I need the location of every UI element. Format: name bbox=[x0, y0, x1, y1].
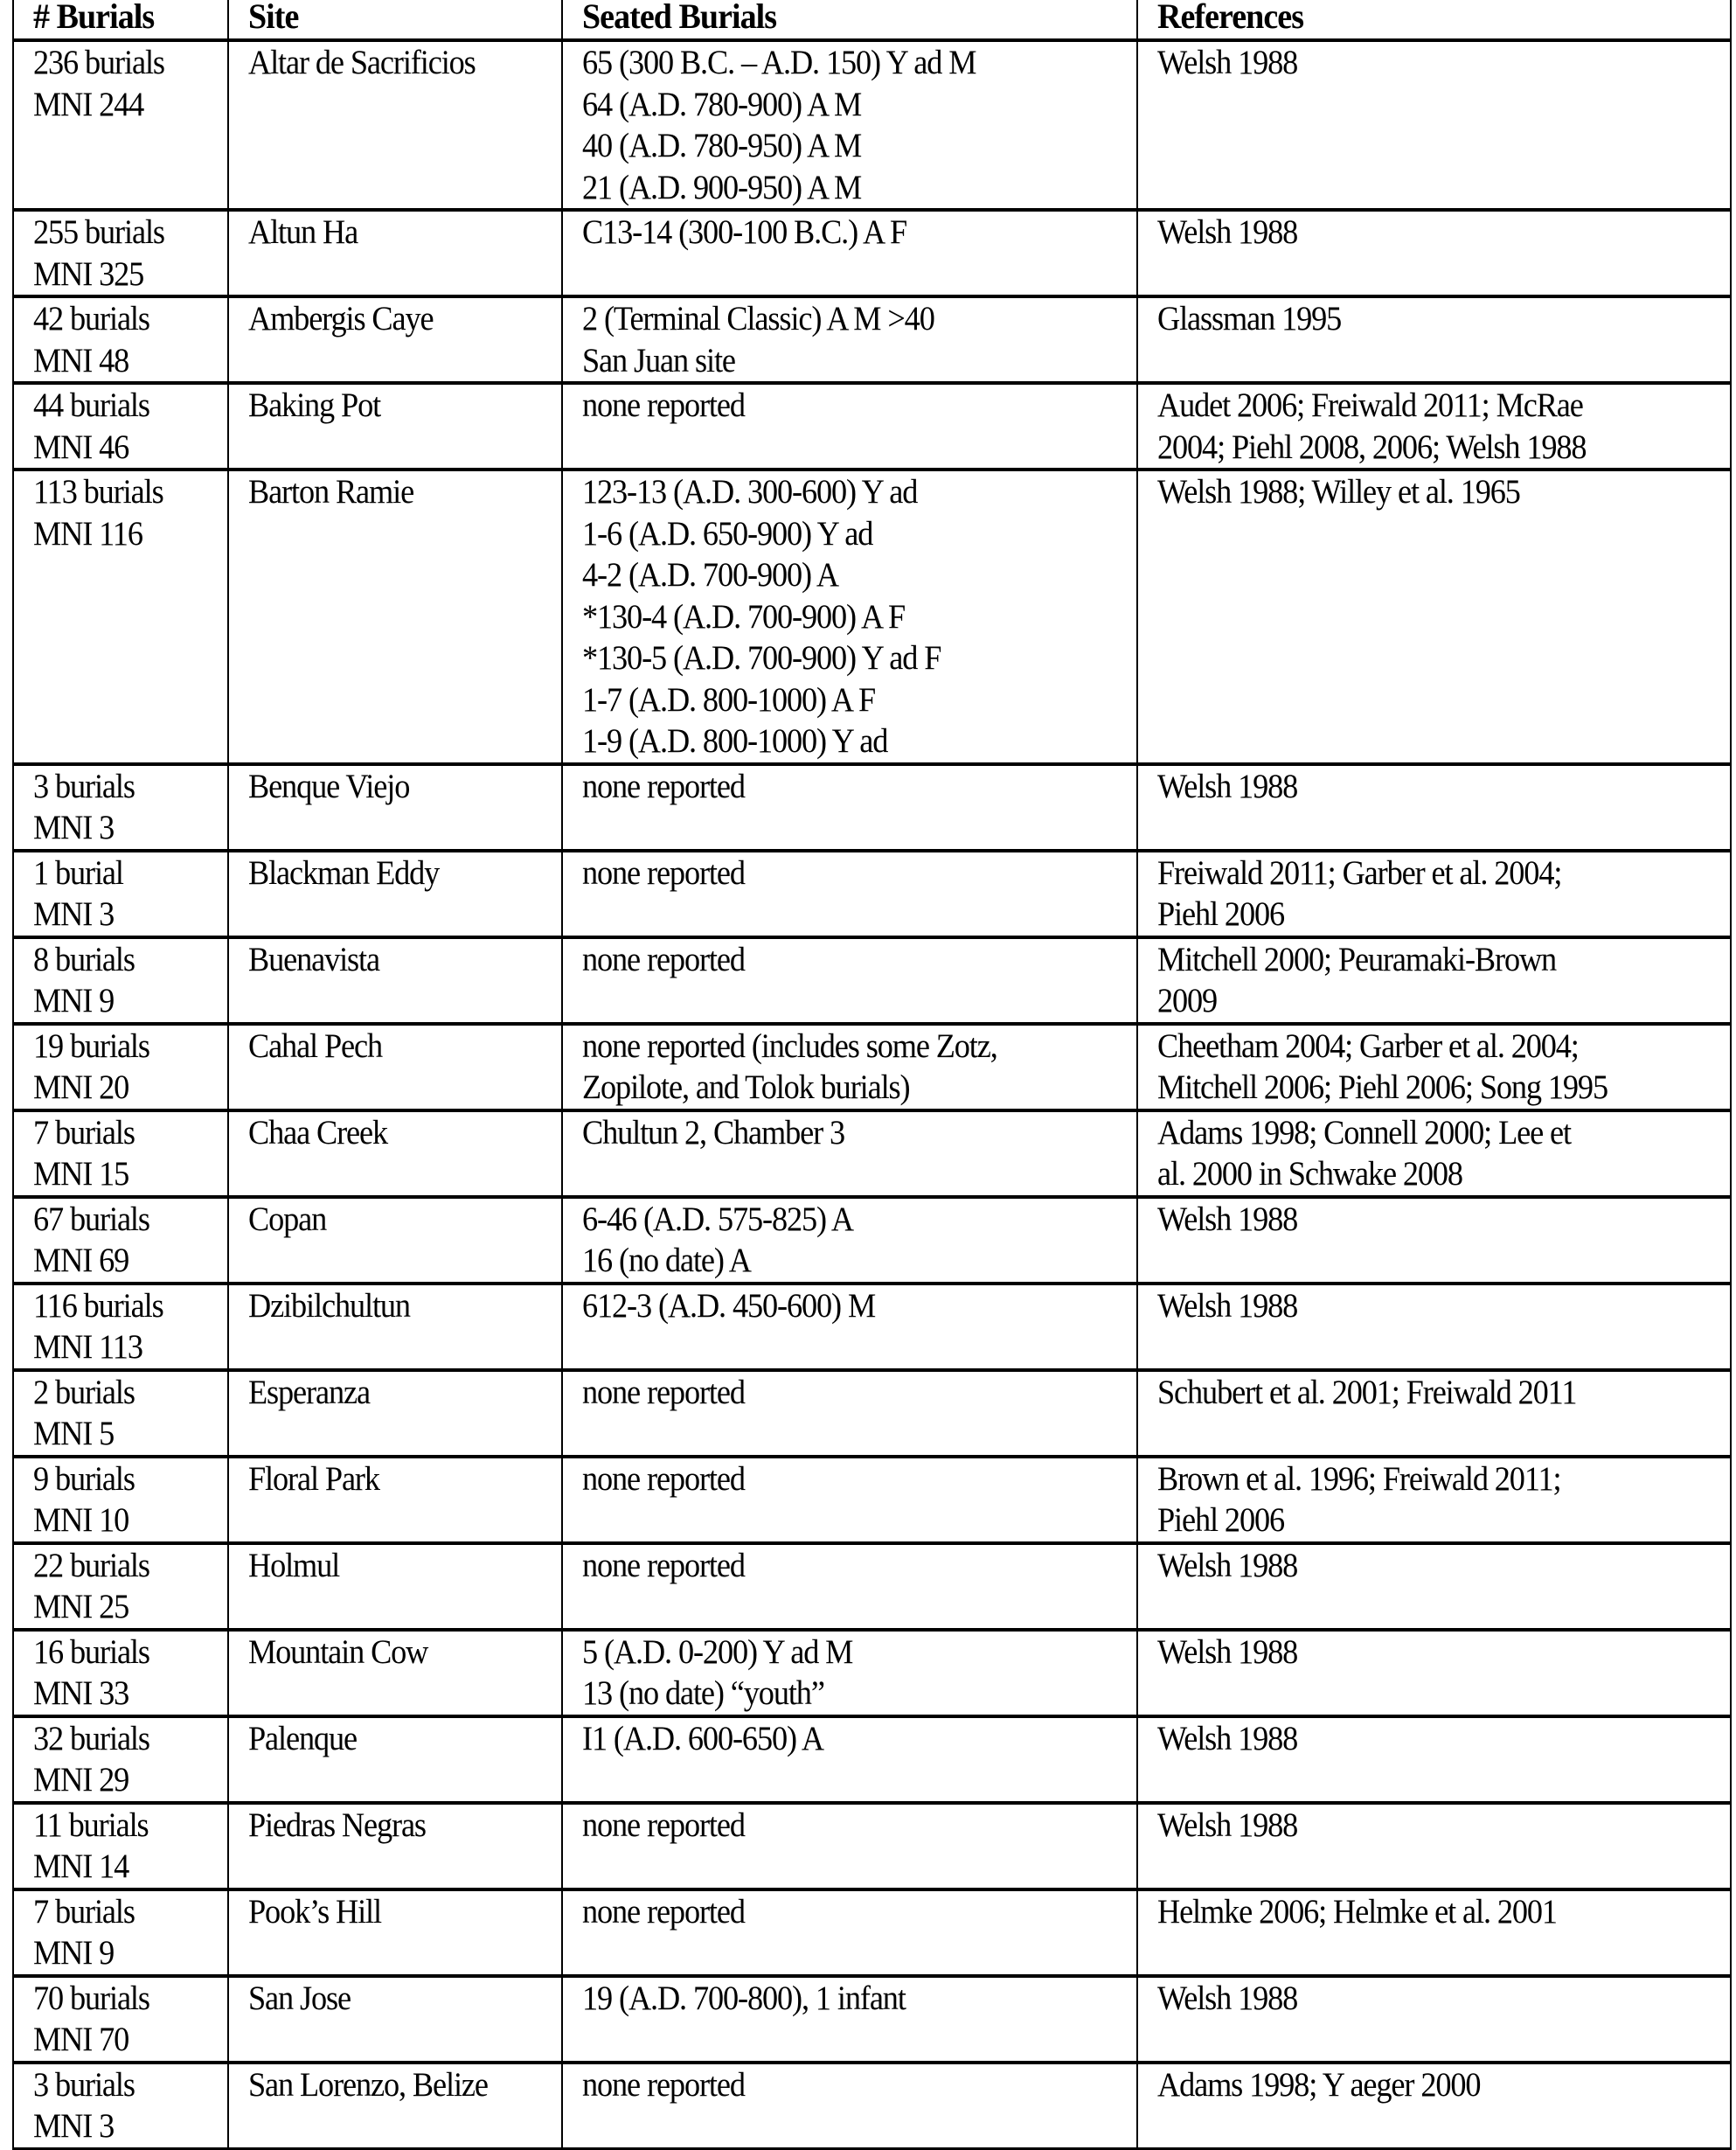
references-cell-line: Piehl 2006 bbox=[1157, 895, 1285, 933]
site-cell bbox=[228, 1976, 562, 2063]
references-cell bbox=[1137, 383, 1731, 470]
burials-cell-line: MNI 3 bbox=[33, 895, 115, 933]
site-cell-line: Altun Ha bbox=[248, 213, 358, 251]
seated-burials-cell-line: none reported bbox=[582, 1546, 745, 1584]
references-cell-line: Welsh 1988 bbox=[1157, 1546, 1298, 1584]
burials-table bbox=[12, 0, 1732, 2150]
burials-cell bbox=[13, 1976, 228, 2063]
references-cell bbox=[1137, 1284, 1731, 1370]
references-cell bbox=[1137, 210, 1731, 296]
burials-cell-line: 42 burials bbox=[33, 300, 149, 337]
seated-burials-cell bbox=[562, 1889, 1137, 1976]
burials-cell bbox=[13, 1370, 228, 1457]
site-cell bbox=[228, 2063, 562, 2149]
seated-burials-cell bbox=[562, 1370, 1137, 1457]
site-cell bbox=[228, 764, 562, 851]
burials-cell bbox=[13, 1716, 228, 1803]
site-cell-line: Altar de Sacrificios bbox=[248, 44, 476, 81]
burials-cell bbox=[13, 210, 228, 296]
references-cell bbox=[1137, 1803, 1731, 1889]
references-cell-line: Welsh 1988; Willey et al. 1965 bbox=[1157, 473, 1520, 511]
site-cell bbox=[228, 1110, 562, 1197]
references-cell-line: Adams 1998; Y aeger 2000 bbox=[1157, 2065, 1481, 2104]
burials-cell-line: 8 burials bbox=[33, 940, 135, 978]
references-cell-line: Glassman 1995 bbox=[1157, 300, 1342, 337]
burials-cell-line: 44 burials bbox=[33, 386, 149, 424]
references-cell-line: Mitchell 2000; Peuramaki-Brown bbox=[1157, 940, 1557, 978]
seated-burials-cell-line: 1-7 (A.D. 800-1000) A F bbox=[582, 680, 876, 719]
seated-burials-cell-line: none reported bbox=[582, 1459, 745, 1498]
site-cell bbox=[228, 383, 562, 470]
seated-burials-cell-line: C13-14 (300-100 B.C.) A F bbox=[582, 213, 907, 251]
table-row bbox=[13, 470, 1731, 764]
burials-cell bbox=[13, 1284, 228, 1370]
burials-cell-line: MNI 15 bbox=[33, 1155, 129, 1193]
seated-burials-cell bbox=[562, 1630, 1137, 1716]
table-row bbox=[13, 1716, 1731, 1803]
site-cell bbox=[228, 937, 562, 1024]
references-cell-line: Piehl 2006 bbox=[1157, 1501, 1285, 1539]
site-cell-line: San Lorenzo, Belize bbox=[248, 2065, 488, 2104]
table-row bbox=[13, 1110, 1731, 1197]
seated-burials-cell bbox=[562, 1716, 1137, 1803]
references-cell-line: Freiwald 2011; Garber et al. 2004; bbox=[1157, 853, 1562, 892]
burials-cell bbox=[13, 851, 228, 937]
table-row bbox=[13, 1976, 1731, 2063]
seated-burials-cell bbox=[562, 1024, 1137, 1110]
burials-cell bbox=[13, 2063, 228, 2149]
table-row bbox=[13, 210, 1731, 296]
site-cell-line: Piedras Negras bbox=[248, 1806, 426, 1844]
seated-burials-cell-line: *130-4 (A.D. 700-900) A F bbox=[582, 597, 906, 636]
seated-burials-cell bbox=[562, 851, 1137, 937]
seated-burials-cell-line: none reported bbox=[582, 386, 745, 424]
burials-cell bbox=[13, 1197, 228, 1284]
site-cell-line: Mountain Cow bbox=[248, 1632, 428, 1671]
references-cell bbox=[1137, 296, 1731, 383]
site-cell bbox=[228, 1630, 562, 1716]
seated-burials-cell bbox=[562, 1976, 1137, 2063]
burials-cell-line: 255 burials bbox=[33, 213, 164, 251]
references-cell-line: Welsh 1988 bbox=[1157, 1200, 1298, 1238]
burials-cell-line: MNI 116 bbox=[33, 514, 142, 553]
references-cell bbox=[1137, 470, 1731, 764]
site-cell-line: Baking Pot bbox=[248, 386, 381, 424]
seated-burials-cell-line: 612-3 (A.D. 450-600) M bbox=[582, 1286, 876, 1325]
burials-cell-line: MNI 70 bbox=[33, 2021, 129, 2058]
site-cell bbox=[228, 1197, 562, 1284]
burials-cell-line: MNI 69 bbox=[33, 1242, 129, 1279]
burials-cell bbox=[13, 937, 228, 1024]
burials-cell-line: 11 burials bbox=[33, 1806, 149, 1844]
seated-burials-cell-line: 21 (A.D. 900-950) A M bbox=[582, 168, 862, 206]
table-row bbox=[13, 1889, 1731, 1976]
site-cell bbox=[228, 470, 562, 764]
site-cell-line: Blackman Eddy bbox=[248, 853, 440, 892]
site-cell bbox=[228, 1370, 562, 1457]
burials-cell bbox=[13, 383, 228, 470]
burials-cell-line: MNI 25 bbox=[33, 1588, 129, 1625]
site-cell-line: Copan bbox=[248, 1200, 327, 1238]
seated-burials-cell-line: none reported bbox=[582, 940, 745, 978]
site-cell-line: Esperanza bbox=[248, 1373, 370, 1411]
seated-burials-cell-line: 1-9 (A.D. 800-1000) Y ad bbox=[582, 722, 888, 760]
burials-cell-line: 16 burials bbox=[33, 1632, 149, 1671]
references-cell bbox=[1137, 937, 1731, 1024]
table-row bbox=[13, 1024, 1731, 1110]
site-cell bbox=[228, 1803, 562, 1889]
burials-cell-line: 3 burials bbox=[33, 2065, 135, 2104]
references-cell bbox=[1137, 1543, 1731, 1630]
seated-burials-cell-line: none reported bbox=[582, 767, 745, 805]
references-cell-line: Welsh 1988 bbox=[1157, 1979, 1298, 2017]
table-row bbox=[13, 1543, 1731, 1630]
site-cell bbox=[228, 40, 562, 210]
site-cell-line: Dzibilchultun bbox=[248, 1286, 410, 1325]
burials-cell-line: MNI 29 bbox=[33, 1761, 129, 1799]
burials-cell-line: 1 burial bbox=[33, 853, 123, 892]
burials-cell-line: MNI 3 bbox=[33, 809, 115, 846]
seated-burials-cell-line: San Juan site bbox=[582, 341, 735, 379]
table-row bbox=[13, 937, 1731, 1024]
references-cell bbox=[1137, 1024, 1731, 1110]
burials-cell bbox=[13, 1630, 228, 1716]
table-row bbox=[13, 1803, 1731, 1889]
references-cell-line: Welsh 1988 bbox=[1157, 213, 1298, 251]
burials-cell bbox=[13, 1024, 228, 1110]
site-cell-line: Floral Park bbox=[248, 1459, 379, 1498]
references-cell-line: Welsh 1988 bbox=[1157, 44, 1298, 81]
seated-burials-cell bbox=[562, 40, 1137, 210]
site-cell bbox=[228, 1024, 562, 1110]
site-cell-line: Barton Ramie bbox=[248, 473, 414, 511]
seated-burials-cell-line: 4-2 (A.D. 700-900) A bbox=[582, 556, 838, 594]
burials-cell-line: 22 burials bbox=[33, 1546, 149, 1584]
references-cell bbox=[1137, 1457, 1731, 1543]
references-cell bbox=[1137, 1370, 1731, 1457]
burials-cell-line: MNI 46 bbox=[33, 428, 129, 466]
references-cell bbox=[1137, 1889, 1731, 1976]
table-row bbox=[13, 764, 1731, 851]
site-cell-line: Ambergis Caye bbox=[248, 300, 434, 337]
seated-burials-cell-line: 13 (no date) “youth” bbox=[582, 1674, 824, 1712]
references-cell-line: Welsh 1988 bbox=[1157, 1286, 1298, 1325]
references-cell bbox=[1137, 40, 1731, 210]
burials-cell-line: MNI 20 bbox=[33, 1068, 129, 1106]
references-cell bbox=[1137, 851, 1731, 937]
table-row bbox=[13, 383, 1731, 470]
references-cell bbox=[1137, 1976, 1731, 2063]
site-cell bbox=[228, 851, 562, 937]
seated-burials-cell-line: Zopilote, and Tolok burials) bbox=[582, 1068, 910, 1106]
site-cell bbox=[228, 1543, 562, 1630]
seated-burials-cell-line: 65 (300 B.C. – A.D. 150) Y ad M bbox=[582, 44, 976, 81]
references-cell-line: Schubert et al. 2001; Freiwald 2011 bbox=[1157, 1373, 1577, 1411]
references-cell-line: Welsh 1988 bbox=[1157, 1806, 1298, 1844]
burials-cell-line: 9 burials bbox=[33, 1459, 135, 1498]
seated-burials-cell bbox=[562, 1803, 1137, 1889]
seated-burials-cell-line: none reported bbox=[582, 1806, 745, 1844]
seated-burials-cell-line: none reported bbox=[582, 1373, 745, 1411]
references-cell-line: Welsh 1988 bbox=[1157, 1632, 1298, 1671]
seated-burials-cell-line: I1 (A.D. 600-650) A bbox=[582, 1719, 823, 1757]
table-row bbox=[13, 2063, 1731, 2149]
site-cell bbox=[228, 1284, 562, 1370]
table-row bbox=[13, 1370, 1731, 1457]
burials-cell-line: 32 burials bbox=[33, 1719, 149, 1757]
seated-burials-cell bbox=[562, 2063, 1137, 2149]
table-row bbox=[13, 1284, 1731, 1370]
table-row bbox=[13, 851, 1731, 937]
references-cell-line: al. 2000 in Schwake 2008 bbox=[1157, 1155, 1462, 1193]
burials-cell-line: MNI 5 bbox=[33, 1415, 115, 1452]
site-cell-line: Chaa Creek bbox=[248, 1113, 388, 1152]
table-row bbox=[13, 296, 1731, 383]
seated-burials-cell-line: 1-6 (A.D. 650-900) Y ad bbox=[582, 514, 873, 553]
burials-cell bbox=[13, 40, 228, 210]
site-cell bbox=[228, 1457, 562, 1543]
burials-cell-line: MNI 14 bbox=[33, 1847, 129, 1885]
header-seated-burials: Seated Burials bbox=[562, 0, 1137, 40]
seated-burials-cell-line: 5 (A.D. 0-200) Y ad M bbox=[582, 1632, 853, 1671]
seated-burials-cell-line: 123-13 (A.D. 300-600) Y ad bbox=[582, 473, 918, 511]
burials-cell-line: 70 burials bbox=[33, 1979, 149, 2017]
seated-burials-cell bbox=[562, 210, 1137, 296]
header-burials: # Burials bbox=[13, 0, 228, 40]
references-cell-line: Adams 1998; Connell 2000; Lee et bbox=[1157, 1113, 1571, 1152]
site-cell-line: Palenque bbox=[248, 1719, 358, 1757]
burials-cell-line: MNI 9 bbox=[33, 982, 115, 1019]
references-cell bbox=[1137, 1716, 1731, 1803]
site-cell bbox=[228, 1889, 562, 1976]
seated-burials-cell-line: *130-5 (A.D. 700-900) Y ad F bbox=[582, 639, 941, 677]
references-cell-line: Welsh 1988 bbox=[1157, 1719, 1298, 1757]
site-cell-line: San Jose bbox=[248, 1979, 351, 2017]
seated-burials-cell-line: 6-46 (A.D. 575-825) A bbox=[582, 1200, 854, 1238]
references-cell-line: 2004; Piehl 2008, 2006; Welsh 1988 bbox=[1157, 428, 1587, 466]
site-cell-line: Benque Viejo bbox=[248, 767, 410, 805]
burials-cell-line: 67 burials bbox=[33, 1200, 149, 1238]
burials-cell bbox=[13, 1889, 228, 1976]
burials-cell-line: MNI 113 bbox=[33, 1328, 142, 1366]
burials-cell bbox=[13, 1110, 228, 1197]
seated-burials-cell bbox=[562, 1457, 1137, 1543]
table-row bbox=[13, 1630, 1731, 1716]
burials-cell-line: 3 burials bbox=[33, 767, 135, 805]
burials-cell-line: MNI 244 bbox=[33, 85, 144, 123]
seated-burials-cell bbox=[562, 1284, 1137, 1370]
site-cell bbox=[228, 1716, 562, 1803]
table-row bbox=[13, 1197, 1731, 1284]
burials-cell-line: MNI 10 bbox=[33, 1501, 129, 1539]
burials-cell-line: MNI 33 bbox=[33, 1674, 129, 1712]
burials-cell-line: MNI 3 bbox=[33, 2107, 115, 2145]
seated-burials-cell-line: none reported (includes some Zotz, bbox=[582, 1026, 997, 1065]
burials-cell-line: 7 burials bbox=[33, 1113, 135, 1152]
burials-cell-line: 236 burials bbox=[33, 44, 164, 81]
references-cell-line: Brown et al. 1996; Freiwald 2011; bbox=[1157, 1459, 1561, 1498]
header-row bbox=[13, 0, 1731, 40]
burials-cell-line: 19 burials bbox=[33, 1026, 149, 1065]
site-cell-line: Cahal Pech bbox=[248, 1026, 383, 1065]
burials-cell-line: 116 burials bbox=[33, 1286, 163, 1325]
seated-burials-cell bbox=[562, 296, 1137, 383]
references-cell bbox=[1137, 1630, 1731, 1716]
burials-cell bbox=[13, 296, 228, 383]
references-cell-line: Mitchell 2006; Piehl 2006; Song 1995 bbox=[1157, 1068, 1608, 1106]
seated-burials-cell-line: 2 (Terminal Classic) A M >40 bbox=[582, 300, 934, 337]
burials-cell bbox=[13, 1803, 228, 1889]
site-cell bbox=[228, 296, 562, 383]
burials-cell-line: 113 burials bbox=[33, 473, 163, 511]
table-row bbox=[13, 1457, 1731, 1543]
seated-burials-cell-line: none reported bbox=[582, 853, 745, 892]
seated-burials-cell-line: 40 (A.D. 780-950) A M bbox=[582, 127, 862, 164]
seated-burials-cell bbox=[562, 937, 1137, 1024]
references-cell-line: Audet 2006; Freiwald 2011; McRae bbox=[1157, 386, 1583, 424]
site-cell-line: Pook’s Hill bbox=[248, 1892, 381, 1931]
site-cell-line: Holmul bbox=[248, 1546, 340, 1584]
seated-burials-cell-line: 19 (A.D. 700-800), 1 infant bbox=[582, 1979, 906, 2017]
seated-burials-cell-line: 16 (no date) A bbox=[582, 1242, 751, 1279]
burials-cell bbox=[13, 1543, 228, 1630]
seated-burials-cell bbox=[562, 764, 1137, 851]
burials-cell bbox=[13, 1457, 228, 1543]
header-site: Site bbox=[228, 0, 562, 40]
burials-cell-line: 7 burials bbox=[33, 1892, 135, 1931]
references-cell-line: 2009 bbox=[1157, 982, 1218, 1019]
references-cell bbox=[1137, 2063, 1731, 2149]
burials-cell bbox=[13, 470, 228, 764]
seated-burials-cell-line: 64 (A.D. 780-900) A M bbox=[582, 85, 862, 123]
site-cell bbox=[228, 210, 562, 296]
seated-burials-cell bbox=[562, 470, 1137, 764]
burials-cell-line: MNI 48 bbox=[33, 341, 129, 379]
burials-cell-line: 2 burials bbox=[33, 1373, 135, 1411]
references-cell-line: Cheetham 2004; Garber et al. 2004; bbox=[1157, 1026, 1579, 1065]
seated-burials-cell bbox=[562, 1197, 1137, 1284]
seated-burials-cell bbox=[562, 1543, 1137, 1630]
references-cell-line: Helmke 2006; Helmke et al. 2001 bbox=[1157, 1892, 1557, 1931]
seated-burials-cell-line: Chultun 2, Chamber 3 bbox=[582, 1113, 845, 1152]
seated-burials-cell bbox=[562, 1110, 1137, 1197]
burials-cell bbox=[13, 764, 228, 851]
seated-burials-cell bbox=[562, 383, 1137, 470]
table-row bbox=[13, 40, 1731, 210]
seated-burials-cell-line: none reported bbox=[582, 1892, 745, 1931]
site-cell-line: Buenavista bbox=[248, 940, 380, 978]
references-cell bbox=[1137, 1197, 1731, 1284]
header-references: References bbox=[1137, 0, 1731, 40]
references-cell-line: Welsh 1988 bbox=[1157, 767, 1298, 805]
references-cell bbox=[1137, 1110, 1731, 1197]
burials-cell-line: MNI 9 bbox=[33, 1934, 115, 1972]
references-cell bbox=[1137, 764, 1731, 851]
burials-cell-line: MNI 325 bbox=[33, 254, 144, 293]
seated-burials-cell-line: none reported bbox=[582, 2065, 745, 2104]
